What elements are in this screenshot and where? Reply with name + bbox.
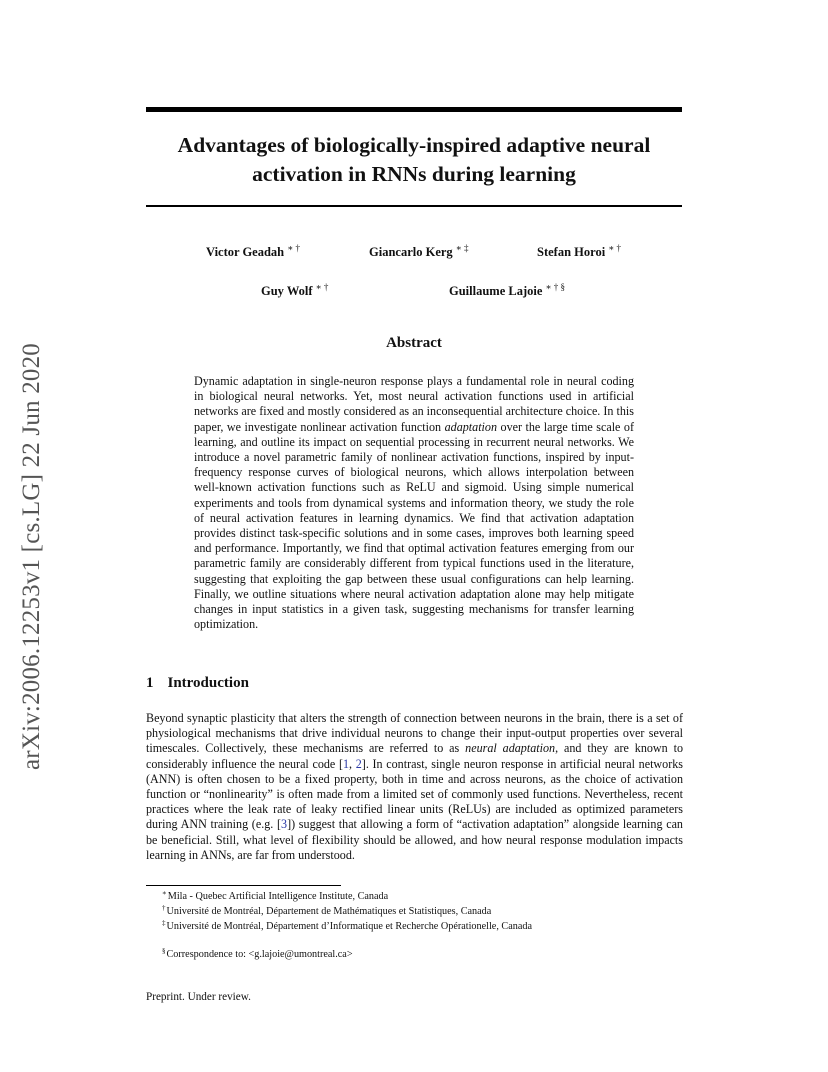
footnote-mark: †: [162, 904, 166, 912]
footnote-affiliation-diro: [162, 919, 532, 932]
author-name: Giancarlo Kerg: [369, 245, 453, 260]
author-victor-geadah: [206, 243, 300, 260]
author-marks: ∗ ‡: [455, 243, 469, 253]
footnote-affiliation-math: [162, 904, 491, 917]
title-rule-top: [146, 107, 682, 112]
footnote-affiliation-mila: [162, 889, 388, 902]
author-marks: ∗ †: [287, 243, 300, 253]
citation-separator: ,: [349, 756, 356, 771]
preprint-footer: Preprint. Under review.: [146, 991, 251, 1003]
footnote-text: Université de Montréal, Département de Mathématiques et Statistiques, Canada: [166, 906, 492, 917]
footnote-text: Université de Montréal, Département d’Informatique et Recherche Opérationelle, Canada: [166, 921, 532, 932]
paper-title: [146, 131, 682, 189]
author-marks: ∗ †: [315, 282, 329, 292]
intro-text-2: , and they are known to considerably influence the neural code [: [146, 741, 684, 771]
author-guy-wolf: [261, 282, 328, 299]
abstract-emphasis: adaptation: [444, 419, 498, 434]
intro-text-4: ]) suggest that allowing a form of “activation adaptation” alongside learning can be beneficial. Still, what level of flexibility should be allowed, and how neural response modulation impacts learning in ANNs, are far from understood.: [146, 817, 683, 862]
intro-emphasis: neural adaptation: [465, 741, 556, 756]
footnote-text: Mila - Quebec Artificial Intelligence Institute, Canada: [167, 891, 389, 902]
footnote-rule: [146, 885, 341, 886]
abstract-text-2: over the large time scale of learning, and outline its impact on sequential processing in recurrent neural networks. We introduce a novel parametric family of nonlinear activation functions, inspired by input-frequency response curves of biological neurons, which allows interpolation between well-known activation functions such as ReLU and sigmoid. Using simple numerical experiments and tools from dynamical systems and information theory, we study the role of neural activation features in learning dynamics. We find that activation adaptation provides distinct task-specific solutions and in some cases, improves both learning speed and performance. Importantly, we find that optimal activation features emerging from our parametric family are considerably different from typical functions used in the literature, suggesting that exploiting the gap between these usual configurations can help learning. Finally, we outline situations where neural activation adaptation alone may help mitigate changes in input statistics in a given task, suggesting mechanisms for transfer learning optimization.: [194, 419, 635, 632]
intro-text-3: ]. In contrast, single neuron response in artificial neural networks (ANN) is often chosen to be a fixed property, both in time and across neurons, as the choice of activation function or “nonlinearity” is often made from a limited set of commonly used functions. Nevertheless, recent practices where the leak rate of leaky rectified linear units (ReLUs) are included as optimized parameters during ANN training (e.g. [: [146, 756, 683, 832]
author-marks: ∗ †: [608, 243, 622, 253]
abstract-text-1: Dynamic adaptation in single-neuron response plays a fundamental role in neural coding in biological neural networks. Yet, most neural activation functions used in artificial networks are fixed and mostly considered as an inconsequential architecture choice. In this paper, we investigate nonlinear activation function: [194, 374, 634, 434]
abstract-heading: Abstract: [386, 335, 442, 351]
section-number: 1: [146, 675, 154, 691]
footnote-correspondence: [162, 947, 353, 960]
author-name: Victor Geadah: [206, 245, 285, 260]
title-line-2: activation in RNNs during learning: [252, 162, 576, 186]
footnote-mark: ∗: [162, 889, 167, 897]
author-name: Stefan Horoi: [537, 245, 606, 260]
author-giancarlo-kerg: [369, 243, 469, 260]
footnote-text: Correspondence to: <g.lajoie@umontreal.ca>: [166, 949, 353, 960]
introduction-paragraph: [146, 711, 683, 863]
section-title: Introduction: [167, 675, 249, 691]
citation-link-2[interactable]: 2: [355, 756, 362, 771]
author-name: Guy Wolf: [261, 284, 313, 299]
footnote-mark: ‡: [162, 919, 166, 927]
title-rule-bottom: [146, 205, 682, 207]
footnote-mark: §: [162, 947, 166, 955]
citation-link-1[interactable]: 1: [343, 756, 350, 771]
author-stefan-horoi: [537, 243, 621, 260]
abstract-body: [194, 374, 634, 632]
title-line-1: Advantages of biologically-inspired adaptive neural: [177, 133, 651, 157]
intro-text-1: Beyond synaptic plasticity that alters the strength of connection between neurons in the brain, there is a set of physiological mechanisms that drive individual neurons to change their input-output properties over several timescales. Collectively, these mechanisms are referred to as: [146, 711, 683, 756]
section-heading-introduction: [146, 675, 249, 692]
author-name: Guillaume Lajoie: [449, 284, 543, 299]
arxiv-side-stamp: arXiv:2006.12253v1 [cs.LG] 22 Jun 2020: [18, 343, 45, 770]
citation-link-3[interactable]: 3: [281, 817, 288, 832]
author-guillaume-lajoie: [449, 282, 565, 299]
author-marks: ∗ † §: [545, 282, 566, 292]
